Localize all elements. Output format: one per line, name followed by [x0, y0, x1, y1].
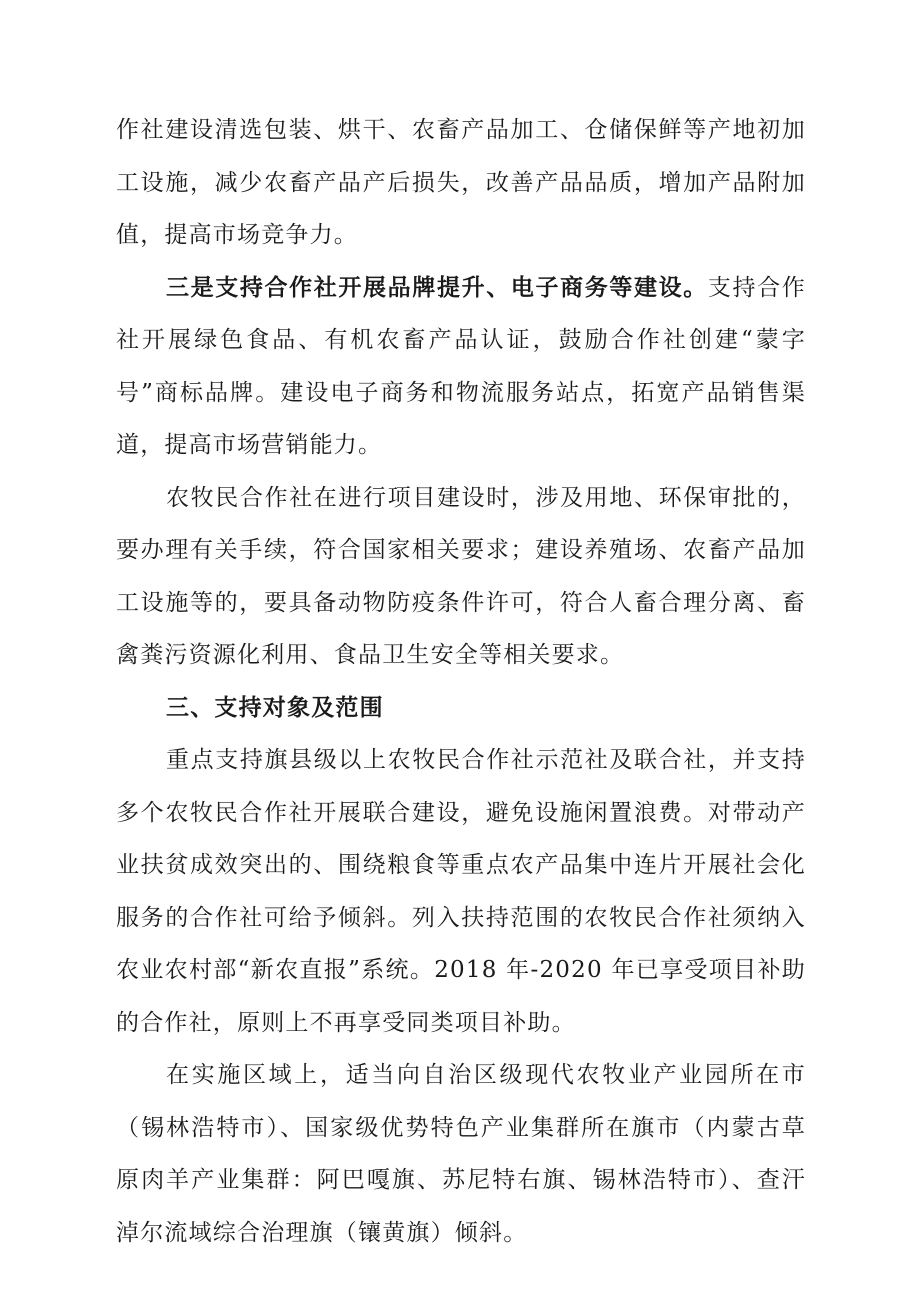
paragraph-facilities: 作社建设清选包装、烘干、农畜产品加工、仓储保鲜等产地初加工设施，减少农畜产品产后损失，改善产品品质，增加产品附加值，提高市场竞争力。 [116, 117, 806, 248]
paragraph-brand-ecommerce-lead: 三是支持合作社开展品牌提升、电子商务等建设。 [166, 274, 708, 301]
paragraph-brand-ecommerce-body: 支持合作社开展绿色食品、有机农畜产品认证，鼓励合作社创建“蒙字号”商标品牌。建设电子商务和物流服务站点，拓宽产品销售渠道，提高市场营销能力。 [116, 274, 806, 458]
paragraph-support-targets: 重点支持旗县级以上农牧民合作社示范社及联合社，并支持多个农牧民合作社开展联合建设，避免设施闲置浪费。对带动产业扶贫成效突出的、围绕粮食等重点农产品集中连片开展社会化服务的合作社可给予倾斜。列入扶持范围的农牧民合作社须纳入农业农村部“新农直报”系统。2018 年-2020 年已享受项目补助的合作社，原则上不再享受同类项目补助。 [116, 747, 806, 1036]
document-page [116, 104, 806, 1259]
section-heading-support-scope: 三、支持对象及范围 [166, 694, 384, 721]
paragraph-implementation-region: 在实施区域上，适当向自治区级现代农牧业产业园所在市（锡林浩特市）、国家级优势特色产业集群所在旗市（内蒙古草原肉羊产业集群：阿巴嘎旗、苏尼特右旗、锡林浩特市）、查汗淖尔流域综合治理旗（镶黄旗）倾斜。 [116, 1062, 806, 1246]
paragraph-approvals: 农牧民合作社在进行项目建设时，涉及用地、环保审批的，要办理有关手续，符合国家相关要求；建设养殖场、农畜产品加工设施等的，要具备动物防疫条件许可，符合人畜合理分离、畜禽粪污资源化利用、食品卫生安全等相关要求。 [116, 484, 806, 668]
paragraph-brand-ecommerce [116, 262, 806, 472]
